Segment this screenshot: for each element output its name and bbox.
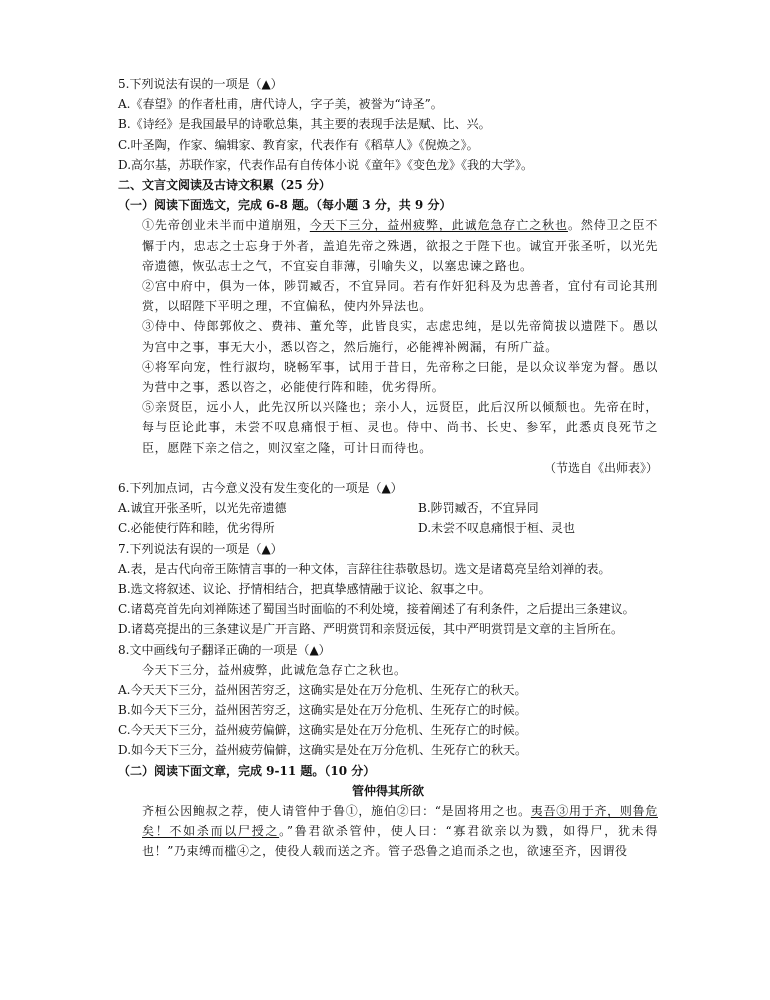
a-pre: 齐桓公因鲍叔之荐，使人请管仲于鲁①，施伯②曰：“是固将用之也。 <box>142 804 531 818</box>
q6-stem: 6.下列加点词，古今意义没有发生变化的一项是（▲） <box>118 480 403 495</box>
passage-paragraph-4: ④将军向宠，性行淑均，晓畅军事，试用于昔日，先帝称之曰能，是以众议举宠为督。愚以为营中之事，悉以咨之，必能使行阵和睦，优劣得所。 <box>142 359 658 394</box>
q7-option-c: C.诸葛亮首先向刘禅陈述了蜀国当时面临的不利处境，接着阐述了有利条件，之后提出三条建议。 <box>118 602 635 617</box>
section-2-title: 二、文言文阅读及古诗文积累（25 分） <box>118 177 331 192</box>
q8-option-a: A.今天天下三分，益州困苦穷乏，这确实是处在万分危机、生死存亡的秋天。 <box>118 682 527 697</box>
q5-option-d: D.高尔基，苏联作家，代表作品有自传体小说《童年》《变色龙》《我的大学》。 <box>118 157 534 172</box>
q6-option-d: D.未尝不叹息痛恨于桓、灵也 <box>418 521 576 536</box>
q8-stem: 8.文中画线句子翻译正确的一项是（▲） <box>118 642 331 657</box>
exam-page <box>118 74 658 862</box>
p1-underlined-sentence: 今天下三分，益州疲弊，此诚危急存亡之秋也 <box>309 218 568 233</box>
q6-option-c: C.必能使行阵和睦，优劣得所 <box>118 521 275 536</box>
q5-stem: 5.下列说法有误的一项是（▲） <box>118 77 283 91</box>
q8-option-c: C.今天天下三分，益州疲劳偏僻，这确实是处在万分危机、生死存亡的时候。 <box>118 723 527 738</box>
q7-option-b: B.选文将叙述、议论、抒情相结合，把真挚感情融于议论、叙事之中。 <box>118 581 491 596</box>
q6-options-row-1 <box>118 498 658 518</box>
passage-paragraph-2: ②宫中府中，俱为一体，陟罚臧否，不宜异同。若有作奸犯科及为忠善者，宜付有司论其刑赏，以昭陛下平明之理，不宜偏私，使内外异法也。 <box>142 278 658 314</box>
q5-option-a: A.《春望》的作者杜甫，唐代诗人，字子美，被誉为“诗圣”。 <box>118 97 443 112</box>
p1-pre: ①先帝创业未半而中道崩殂， <box>142 218 310 233</box>
q5-option-b: B.《诗经》是我国最早的诗歌总集，其主要的表现手法是赋、比、兴。 <box>118 117 491 132</box>
part-2-title: （二）阅读下面文章，完成 9-11 题。（10 分） <box>118 763 376 778</box>
q6-option-a: A.诚宜开张圣听，以光先帝遗德 <box>118 501 287 516</box>
article-underlined-sentence: 夷吾③用于齐，则鲁危矣！不如杀而以尸授之 <box>142 804 658 839</box>
q8-option-d: D.如今天下三分，益州疲劳偏僻，这确实是处在万分危机、生死存亡的秋天。 <box>118 743 528 758</box>
passage-paragraph-5: ⑤亲贤臣，远小人，此先汉所以兴隆也；亲小人，远贤臣，此后汉所以倾颓也。先帝在时，每与臣论此事，未尝不叹息痛恨于桓、灵也。侍中、尚书、长史、参军，此悉贞良死节之臣，愿陛下亲之信之，则汉室之隆，可计日而待也。 <box>142 400 658 455</box>
q7-option-d: D.诸葛亮提出的三条建议是广开言路、严明赏罚和亲贤远佞，其中严明赏罚是文章的主旨所在。 <box>118 622 624 637</box>
article-title: 管仲得其所欲 <box>351 783 424 798</box>
passage-paragraph-1 <box>118 215 658 276</box>
p1-post: 。然侍卫之臣不懈于内，忠志之士忘身于外者，盖追先帝之殊遇，欲报之于陛下也。诚宜开张圣听，以光先帝遗德，恢弘志士之气，不宜妄自菲薄，引喻失义，以塞忠谏之路也。 <box>142 218 658 273</box>
q6-options-row-2 <box>118 518 658 538</box>
part-1-title: （一）阅读下面选文，完成 6-8 题。（每小题 3 分，共 9 分） <box>118 198 452 213</box>
q7-stem: 7.下列说法有误的一项是（▲） <box>118 541 283 556</box>
q8-option-b: B.如今天下三分，益州困苦穷乏，这确实是处在万分危机、生死存亡的时候。 <box>118 703 527 718</box>
q5-option-c: C.叶圣陶，作家、编辑家、教育家，代表作有《稻草人》《倪焕之》。 <box>118 137 479 152</box>
passage-source: （节选自《出师表》） <box>543 460 658 475</box>
q7-option-a: A.表，是古代向帝王陈情言事的一种文体，言辞往往恭敬恳切。选文是诸葛亮呈给刘禅的表。 <box>118 561 611 576</box>
passage-paragraph-3: ③侍中、侍郎郭攸之、费祎、董允等，此皆良实，志虑忠纯，是以先帝简拔以遗陛下。愚以为宫中之事，事无大小，悉以咨之，然后施行，必能裨补阙漏，有所广益。 <box>142 319 658 354</box>
article-paragraph-1 <box>118 801 658 862</box>
q6-option-b: B.陟罚臧否，不宜异同 <box>418 501 539 516</box>
a-post: 。”鲁君欲杀管仲，使人曰：“寡君欲亲以为戮，如得尸，犹未得也！”乃束缚而槛④之，使役人载而送之齐。管子恐鲁之追而杀之也，欲速至齐，因谓役 <box>142 824 658 859</box>
q8-quote: 今天下三分，益州疲弊，此诚危急存亡之秋也。 <box>142 662 407 677</box>
